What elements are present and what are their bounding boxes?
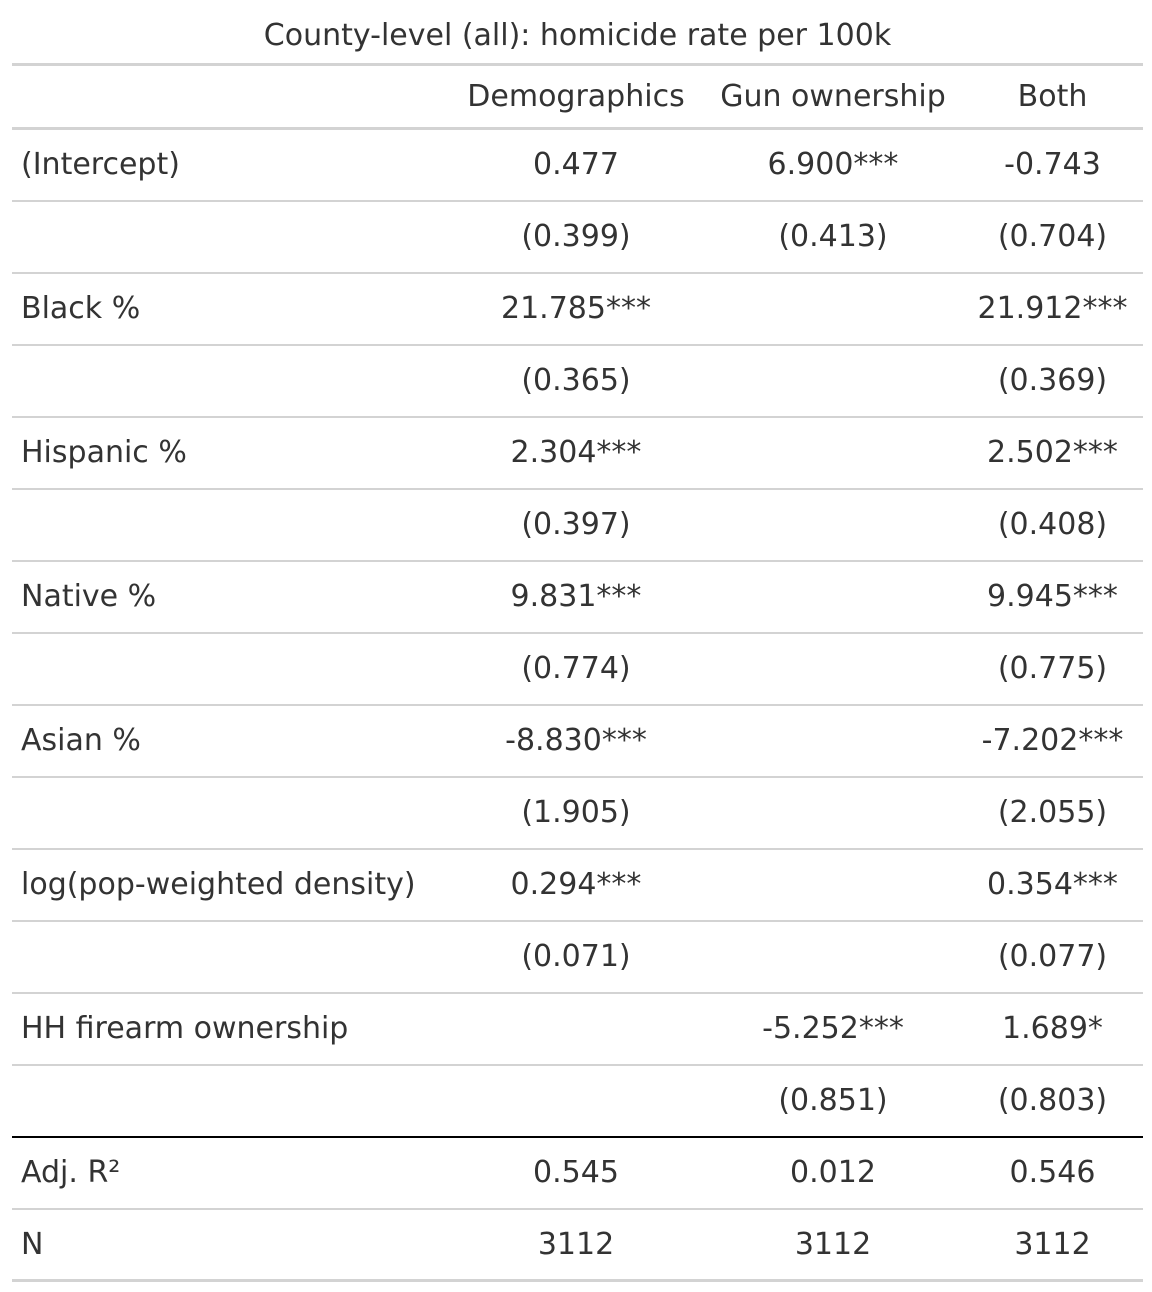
row-label: Black %	[12, 273, 448, 345]
table-cell: -8.830***	[448, 705, 704, 777]
row-label	[12, 1065, 448, 1137]
row-label: N	[12, 1209, 448, 1281]
column-header-term	[12, 65, 448, 129]
table-cell: (0.774)	[448, 633, 704, 705]
table-row	[12, 849, 1143, 921]
table-cell: 3112	[448, 1209, 704, 1281]
table-cell: (0.369)	[962, 345, 1143, 417]
table-cell	[704, 705, 962, 777]
table-row	[12, 705, 1143, 777]
table-cell	[448, 993, 704, 1065]
column-header-demographics: Demographics	[448, 65, 704, 129]
row-label	[12, 777, 448, 849]
table-cell: 0.012	[704, 1137, 962, 1209]
table-cell: 21.912***	[962, 273, 1143, 345]
table-cell	[704, 849, 962, 921]
table-cell: -0.743	[962, 129, 1143, 201]
row-label	[12, 921, 448, 993]
table-row	[12, 1065, 1143, 1137]
table-cell	[704, 273, 962, 345]
table-row	[12, 633, 1143, 705]
table-cell: 0.354***	[962, 849, 1143, 921]
row-label: log(pop-weighted density)	[12, 849, 448, 921]
table-cell: 6.900***	[704, 129, 962, 201]
row-label: Native %	[12, 561, 448, 633]
table-cell	[704, 417, 962, 489]
row-label	[12, 345, 448, 417]
table-cell: (0.071)	[448, 921, 704, 993]
table-cell: (0.413)	[704, 201, 962, 273]
row-label: (Intercept)	[12, 129, 448, 201]
table-cell: -5.252***	[704, 993, 962, 1065]
table-cell: (0.399)	[448, 201, 704, 273]
header-row	[12, 65, 1143, 129]
row-label: Adj. R²	[12, 1137, 448, 1209]
table-cell	[704, 777, 962, 849]
table-row	[12, 777, 1143, 849]
table-cell: 0.477	[448, 129, 704, 201]
row-label	[12, 489, 448, 561]
table-cell: (0.397)	[448, 489, 704, 561]
table-cell: 3112	[704, 1209, 962, 1281]
table-row	[12, 489, 1143, 561]
table-cell: (0.803)	[962, 1065, 1143, 1137]
table-cell: 3112	[962, 1209, 1143, 1281]
table-cell	[704, 345, 962, 417]
row-label	[12, 201, 448, 273]
table-cell	[448, 1065, 704, 1137]
table-cell: (0.365)	[448, 345, 704, 417]
column-header-gun-ownership: Gun ownership	[704, 65, 962, 129]
regression-table	[12, 63, 1143, 1282]
table-cell: -7.202***	[962, 705, 1143, 777]
stats-row	[12, 1137, 1143, 1209]
table-cell: (0.775)	[962, 633, 1143, 705]
table-cell: (0.408)	[962, 489, 1143, 561]
table-cell: 2.304***	[448, 417, 704, 489]
table-cell: 0.546	[962, 1137, 1143, 1209]
table-cell: (0.704)	[962, 201, 1143, 273]
table-row	[12, 417, 1143, 489]
row-label: HH firearm ownership	[12, 993, 448, 1065]
row-label: Hispanic %	[12, 417, 448, 489]
table-cell: 2.502***	[962, 417, 1143, 489]
regression-table-container	[12, 0, 1143, 1282]
table-cell	[704, 921, 962, 993]
column-header-both: Both	[962, 65, 1143, 129]
table-row	[12, 129, 1143, 201]
table-cell	[704, 489, 962, 561]
table-cell: 0.294***	[448, 849, 704, 921]
table-cell: (0.077)	[962, 921, 1143, 993]
row-label	[12, 633, 448, 705]
table-row	[12, 561, 1143, 633]
table-row	[12, 201, 1143, 273]
table-cell: 1.689*	[962, 993, 1143, 1065]
table-row	[12, 921, 1143, 993]
table-row	[12, 345, 1143, 417]
stats-row	[12, 1209, 1143, 1281]
table-cell: (2.055)	[962, 777, 1143, 849]
table-cell: 0.545	[448, 1137, 704, 1209]
table-cell	[704, 561, 962, 633]
table-row	[12, 993, 1143, 1065]
table-row	[12, 273, 1143, 345]
row-label: Asian %	[12, 705, 448, 777]
table-cell: 21.785***	[448, 273, 704, 345]
table-title: County-level (all): homicide rate per 100k	[263, 18, 892, 53]
table-cell: (1.905)	[448, 777, 704, 849]
table-cell: 9.831***	[448, 561, 704, 633]
table-cell: 9.945***	[962, 561, 1143, 633]
table-cell: (0.851)	[704, 1065, 962, 1137]
table-cell	[704, 633, 962, 705]
